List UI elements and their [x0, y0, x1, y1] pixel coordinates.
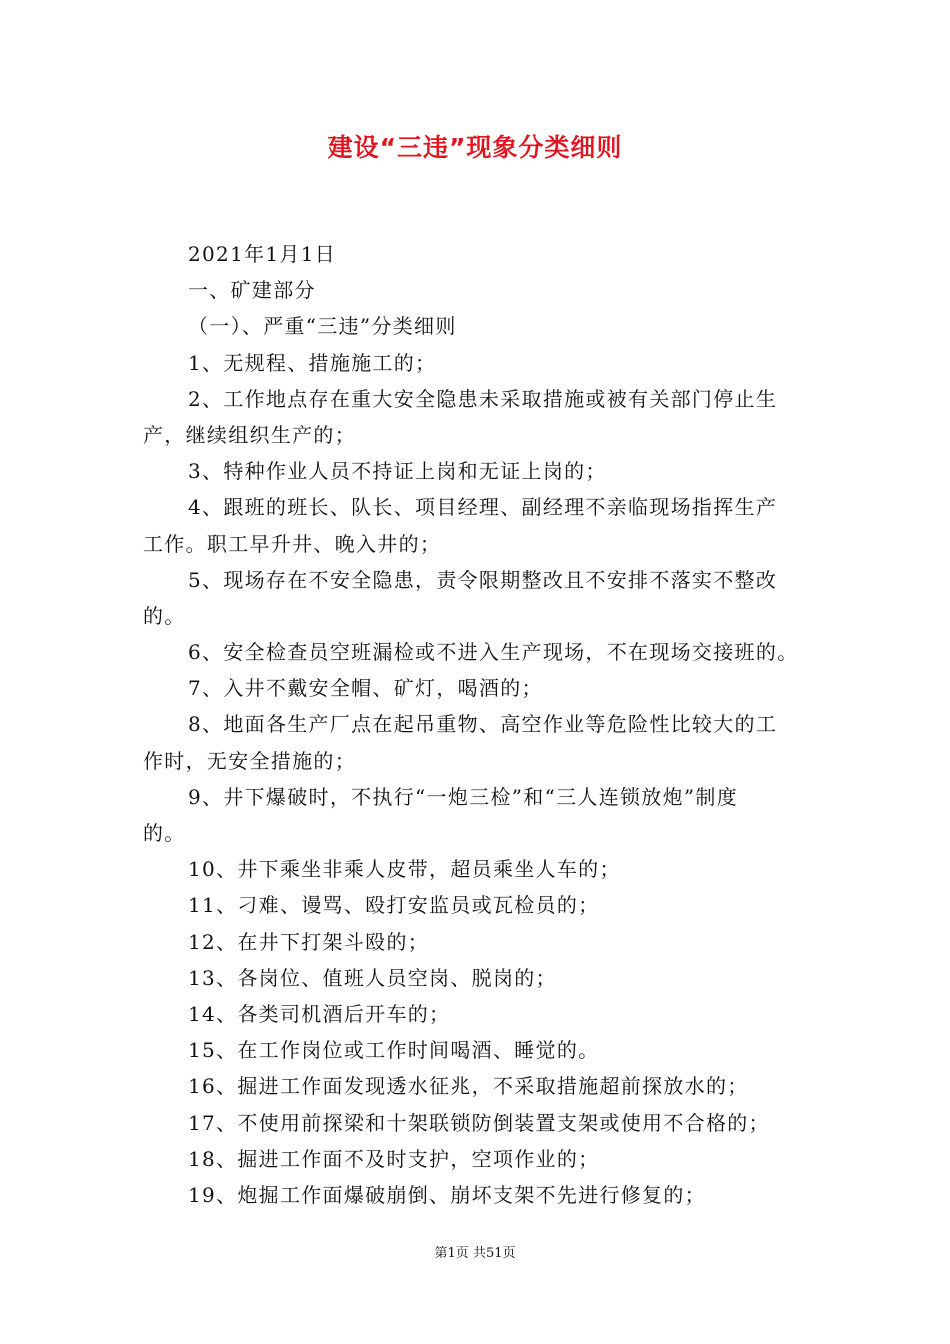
page-footer	[0, 1244, 950, 1264]
body-line: 10、井下乘坐非乘人皮带，超员乘坐人车的；	[188, 857, 621, 882]
body-line: 4、跟班的班长、队长、项目经理、副经理不亲临现场指挥生产	[188, 495, 778, 520]
footer-middle: 页 共	[455, 1246, 486, 1261]
footer-prefix: 第	[434, 1246, 448, 1261]
body-line: 5、现场存在不安全隐患，责令限期整改且不安排不落实不整改	[188, 567, 778, 592]
body-line: （一）、严重“三违”分类细则	[188, 314, 457, 339]
footer-total-pages: 51	[485, 1246, 503, 1261]
body-line: 工作。职工早升井、晚入井的；	[143, 531, 442, 556]
body-line: 12、在井下打架斗殴的；	[188, 929, 430, 954]
body-line: 9、井下爆破时，不执行“一炮三检”和“三人连锁放炮”制度	[188, 784, 739, 809]
body-line: 的。	[143, 821, 186, 845]
footer-suffix: 页	[502, 1246, 516, 1261]
body-line: 16、掘进工作面发现透水征兆，不采取措施超前探放水的；	[188, 1074, 749, 1099]
body-line: 14、各类司机酒后开车的；	[188, 1001, 451, 1026]
body-line: 2、工作地点存在重大安全隐患未采取措施或被有关部门停止生	[188, 386, 778, 411]
body-line: 7、入井不戴安全帽、矿灯，喝酒的；	[188, 676, 543, 701]
body-line: 11、刁难、谩骂、殴打安监员或瓦检员的；	[188, 893, 600, 918]
body-line: 1、无规程、措施施工的；	[188, 350, 437, 375]
body-line: 的。	[143, 603, 186, 628]
body-line: 一、矿建部分	[188, 278, 316, 303]
body-line: 3、特种作业人员不持证上岗和无证上岗的；	[188, 459, 607, 484]
document-body	[143, 236, 823, 1213]
body-line: 2021年1月1日	[188, 242, 337, 266]
document-title: 建设“三违”现象分类细则	[327, 133, 623, 162]
body-line: 19、炮掘工作面爆破崩倒、崩坏支架不先进行修复的；	[188, 1182, 706, 1207]
body-line: 8、地面各生产厂点在起吊重物、高空作业等危险性比较大的工	[188, 712, 778, 737]
body-line: 作时，无安全措施的；	[143, 748, 356, 773]
body-line: 17、不使用前探梁和十架联锁防倒装置支架或使用不合格的；	[188, 1110, 770, 1135]
footer-current-page: 1	[447, 1246, 456, 1261]
body-line: 13、各岗位、值班人员空岗、脱岗的；	[188, 965, 557, 990]
body-line: 6、安全检查员空班漏检或不进入生产现场，不在现场交接班的。	[188, 640, 799, 665]
body-line: 产，继续组织生产的；	[143, 422, 356, 447]
body-line: 18、掘进工作面不及时支护，空项作业的；	[188, 1146, 600, 1171]
body-line: 15、在工作岗位或工作时间喝酒、睡觉的。	[188, 1038, 600, 1063]
